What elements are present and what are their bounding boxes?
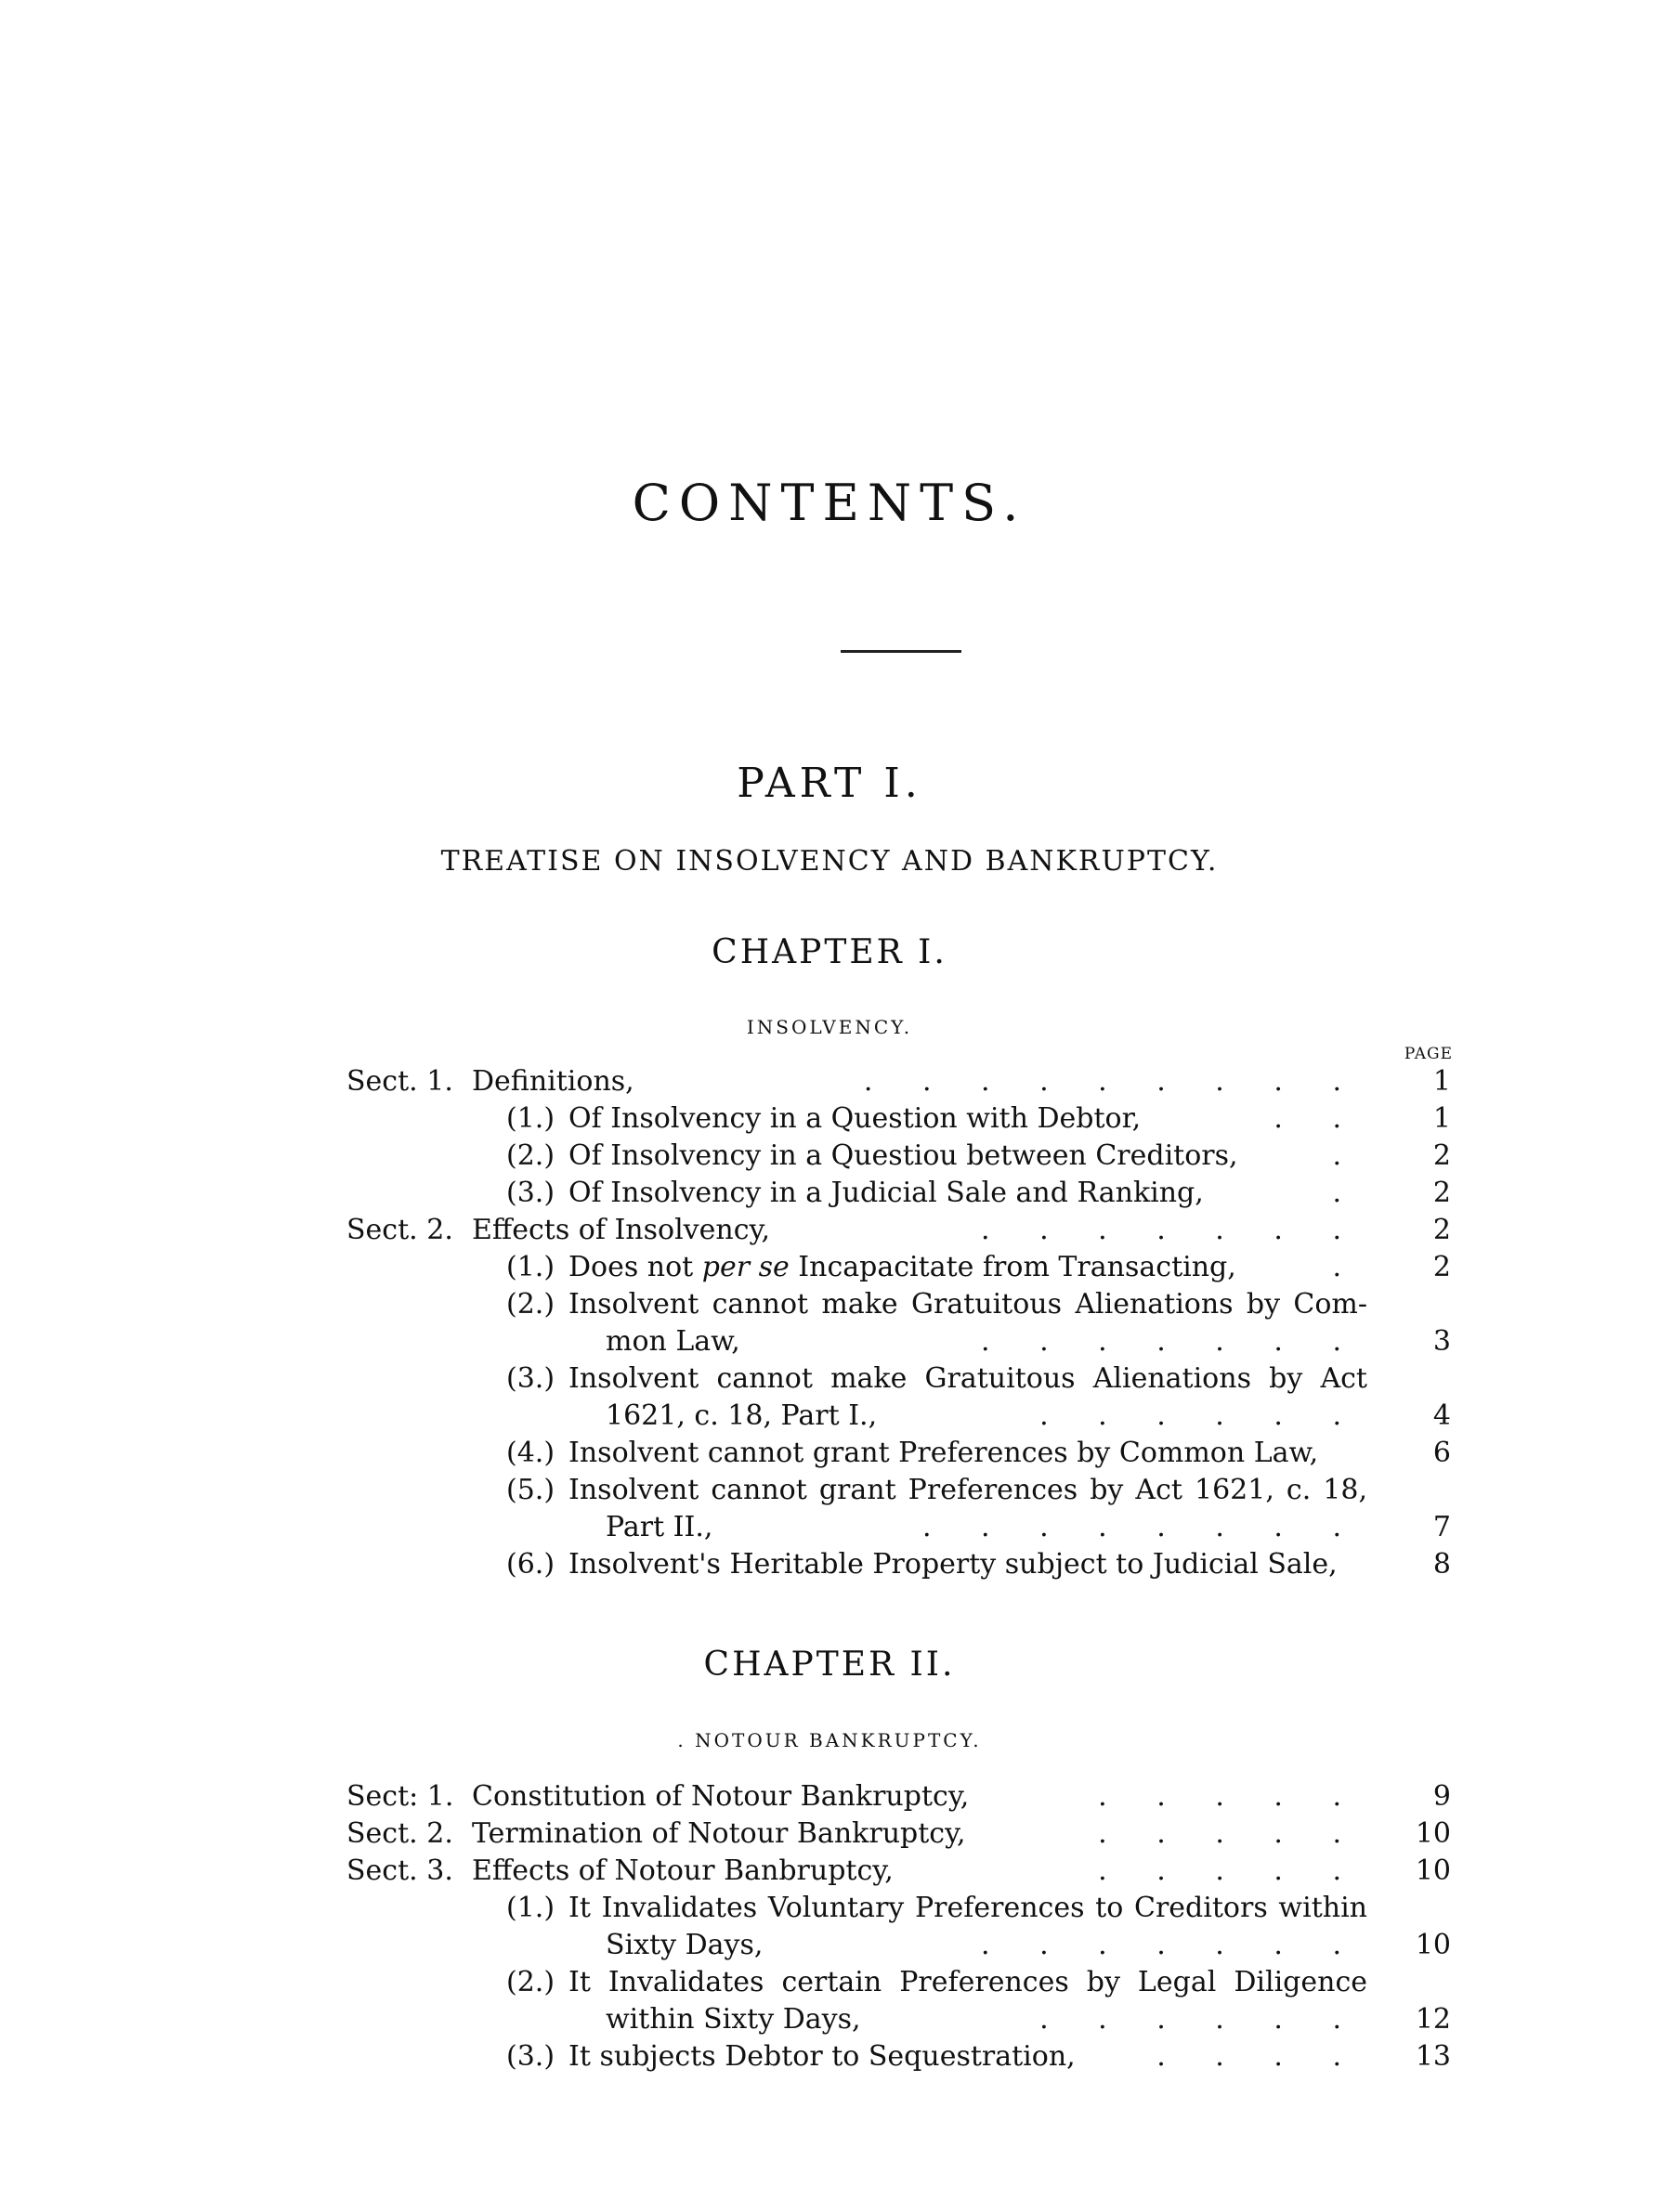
section-label: Sect. 2. xyxy=(346,1214,453,1246)
entry-title: Insolvent cannot grant Preferences by Act 1621, c. 18, xyxy=(568,1474,1367,1506)
leader-dots: . . . . xyxy=(1156,2040,1341,2073)
toc-entry-continuation xyxy=(0,1509,1659,1546)
leader-dots: . . . . . . xyxy=(1039,1399,1341,1432)
contents-title: CONTENTS. xyxy=(632,474,1027,532)
page-number: 4 xyxy=(1432,1399,1451,1432)
page-number: 13 xyxy=(1415,2040,1451,2073)
subsection-number: (3.) xyxy=(506,1362,555,1395)
toc-entry-continuation xyxy=(0,2001,1659,2038)
toc-entry xyxy=(0,1778,1659,1815)
entry-title: Insolvent cannot grant Preferences by Common Law, xyxy=(568,1437,1319,1469)
page-column-label: PAGE xyxy=(1404,1045,1453,1063)
leader-dots: . . xyxy=(1274,1102,1341,1135)
toc-entry xyxy=(0,1249,1659,1286)
toc-entry xyxy=(0,1435,1659,1472)
page-number: 6 xyxy=(1432,1437,1451,1469)
entry-title: Insolvent cannot make Gratuitous Alienations by Act xyxy=(568,1362,1367,1395)
subsection-number: (6.) xyxy=(506,1548,555,1581)
subsection-number: (2.) xyxy=(506,1139,555,1172)
section-label: Sect: 1. xyxy=(346,1780,454,1813)
toc-entry xyxy=(0,2038,1659,2075)
subsection-number: (2.) xyxy=(506,1288,555,1321)
toc-entry xyxy=(0,1100,1659,1138)
toc-entry xyxy=(0,1815,1659,1853)
entry-title-italic: per se xyxy=(701,1251,790,1283)
entry-title: It Invalidates certain Preferences by Legal Diligence xyxy=(568,1966,1367,1998)
page-number: 3 xyxy=(1432,1325,1451,1358)
page-number: 1 xyxy=(1432,1065,1451,1098)
subsection-number: (1.) xyxy=(506,1892,555,1924)
toc-entry-continuation xyxy=(0,1927,1659,1964)
chapter-1-toc xyxy=(0,1063,1659,1583)
entry-title-continuation: 1621, c. 18, Part I., xyxy=(606,1399,878,1432)
toc-entry xyxy=(0,1472,1659,1509)
page-number: 7 xyxy=(1432,1511,1451,1543)
page-number: 10 xyxy=(1415,1929,1451,1961)
chapter-2-subheading: . NOTOUR BANKRUPTCY. xyxy=(677,1729,982,1751)
toc-entry xyxy=(0,1063,1659,1100)
entry-title: It subjects Debtor to Sequestration, xyxy=(568,2040,1076,2073)
section-label: Sect. 3. xyxy=(346,1854,453,1887)
leader-dots: . . . . . . xyxy=(1039,2003,1341,2036)
entry-title: Effects of Notour Banbruptcy, xyxy=(472,1854,894,1887)
entry-title-continuation: mon Law, xyxy=(606,1325,740,1358)
page-number: 1 xyxy=(1432,1102,1451,1135)
toc-entry xyxy=(0,1286,1659,1323)
section-label: Sect. 2. xyxy=(346,1817,453,1850)
subsection-number: (1.) xyxy=(506,1102,555,1135)
entry-title: Of Insolvency in a Questiou between Creditors, xyxy=(568,1139,1238,1172)
entry-title-part: Does not xyxy=(568,1251,702,1283)
chapter-2-toc xyxy=(0,1778,1659,2075)
leader-dots: . . . . . . . xyxy=(981,1929,1341,1961)
entry-title-continuation: Sixty Days, xyxy=(606,1929,764,1961)
part-heading: PART I. xyxy=(737,760,922,807)
entry-title-part: Incapacitate from Transacting, xyxy=(789,1251,1236,1283)
section-label: Sect. 1. xyxy=(346,1065,453,1098)
leader-dots: . . . . . . . . xyxy=(921,1511,1341,1543)
page-number: 2 xyxy=(1432,1251,1451,1283)
toc-entry-continuation xyxy=(0,1323,1659,1360)
entry-title: It Invalidates Voluntary Preferences to Creditors within xyxy=(568,1892,1367,1924)
page-number: 2 xyxy=(1432,1177,1451,1209)
subsection-number: (2.) xyxy=(506,1966,555,1998)
entry-title: Insolvent's Heritable Property subject to Judicial Sale, xyxy=(568,1548,1338,1581)
toc-entry xyxy=(0,1360,1659,1398)
leader-dots: . xyxy=(1332,1139,1341,1172)
leader-dots: . . . . . xyxy=(1098,1780,1341,1813)
page-number: 10 xyxy=(1415,1817,1451,1850)
entry-title: Definitions, xyxy=(472,1065,634,1098)
toc-entry xyxy=(0,1546,1659,1583)
toc-entry-continuation xyxy=(0,1398,1659,1435)
title-rule xyxy=(841,650,961,653)
subsection-number: (3.) xyxy=(506,1177,555,1209)
page-number: 8 xyxy=(1432,1548,1451,1581)
page-number: 9 xyxy=(1432,1780,1451,1813)
entry-title-continuation: Part II., xyxy=(606,1511,713,1543)
chapter-1-heading: CHAPTER I. xyxy=(712,933,947,971)
subsection-number: (5.) xyxy=(506,1474,555,1506)
toc-entry xyxy=(0,1138,1659,1175)
toc-entry xyxy=(0,1964,1659,2001)
page-number: 12 xyxy=(1415,2003,1451,2036)
chapter-2-heading: CHAPTER II. xyxy=(703,1646,956,1684)
leader-dots: . xyxy=(1332,1251,1341,1283)
entry-title: Termination of Notour Bankruptcy, xyxy=(472,1817,966,1850)
subsection-number: (4.) xyxy=(506,1437,555,1469)
subsection-number: (1.) xyxy=(506,1251,555,1283)
leader-dots: . . . . . . . . . xyxy=(863,1065,1341,1098)
toc-entry xyxy=(0,1175,1659,1212)
page-number: 2 xyxy=(1432,1214,1451,1246)
entry-title: Effects of Insolvency, xyxy=(472,1214,771,1246)
entry-title: Constitution of Notour Bankruptcy, xyxy=(472,1780,970,1813)
leader-dots: . xyxy=(1332,1177,1341,1209)
leader-dots: . . . . . . . xyxy=(981,1325,1341,1358)
entry-title-continuation: within Sixty Days, xyxy=(606,2003,861,2036)
entry-title: Insolvent cannot make Gratuitous Alienations by Com- xyxy=(568,1288,1367,1321)
page-number: 2 xyxy=(1432,1139,1451,1172)
chapter-1-subheading: INSOLVENCY. xyxy=(746,1016,913,1038)
toc-entry xyxy=(0,1890,1659,1927)
entry-title xyxy=(568,1249,1236,1286)
toc-entry xyxy=(0,1212,1659,1249)
leader-dots: . . . . . . . xyxy=(981,1214,1341,1246)
entry-title: Of Insolvency in a Judicial Sale and Ranking, xyxy=(568,1177,1204,1209)
treatise-heading: TREATISE ON INSOLVENCY AND BANKRUPTCY. xyxy=(440,845,1219,878)
page-number: 10 xyxy=(1415,1854,1451,1887)
toc-entry xyxy=(0,1853,1659,1890)
subsection-number: (3.) xyxy=(506,2040,555,2073)
leader-dots: . . . . . xyxy=(1098,1817,1341,1850)
leader-dots: . . . . . xyxy=(1098,1854,1341,1887)
entry-title: Of Insolvency in a Question with Debtor, xyxy=(568,1102,1142,1135)
